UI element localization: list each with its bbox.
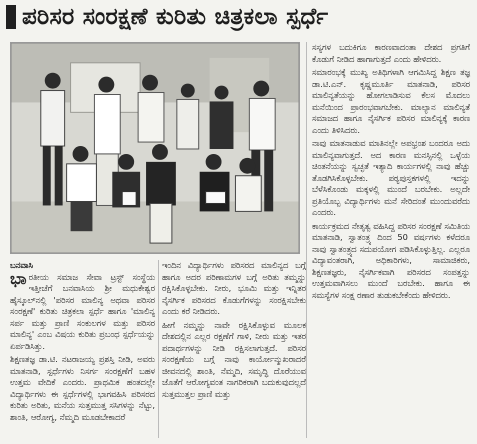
- headline-bar: [6, 5, 16, 29]
- right-column-text: [312, 42, 470, 303]
- right-paragraph: ಸಸ್ಯಗಳ ಬದುಕಿಗೂ ಕಾರಣವಾದಂತಾ ದೇಶದ ಪ್ರಗತಿಗೆ ಕೊಡುಗೆ ನೀಡಿದ ಹಾಗಾಗುತ್ತದೆ ಎಂದು ಹೇಳಿದರು.: [312, 42, 470, 64]
- right-paragraph: ಕಾರ್ಯಕ್ರಮದ ನೇತೃತ್ವ ವಹಿಸಿದ್ದ ಪರಿಸರ ಸಂರಕ್ಷಣೆ ಸಮಿತಿಯ ಮಾತನಾಡಿ, ಸ್ವಾತಂತ್ರ್ಯ ದಿಂದ 50 ವರ್ಷಗಳು ಕಳೆದರೂ ನಾವು ಸ್ವಾತಂತ್ರ್ಯದ ಸದುಪಯೋಗ ಪಡಿಸಿಕೊಳ್ಳುತ್ತಿಲ್ಲ. ಎಲ್ಲರೂ ವಿದ್ಯಾವಂತರಾಗಿ, ಅಧಿಕಾರಿಗಳು, ಸಾಮಾಜಿಕರು, ಶಿಕ್ಷಣತಜ್ಞರು, ನೈಸರ್ಗಿಕವಾಗಿ ಪರಿಸರದ ಸಂಪತ್ತನ್ನು ಉತ್ತಮವಾಗಿಸಲು ಮುಂದೆ ಬರಬೇಕು. ಹಾಗೂ ಈ ಸಮಸ್ಯೆಗಳ ಸಂಕ್ಷ ರಣಾರ ತುಡುಕಬೇಕೆಂದು ಹೇಳಿದರು.: [312, 220, 470, 300]
- left-paragraph: ಶಿಕ್ಷಣತಜ್ಞ ಡಾ.ಟಿ. ನಟರಾಜಯ್ಯ ಪ್ರಶಸ್ತಿ ನೀಡಿ, ಅವರು ಮಾತನಾಡಿ, ಸ್ಪರ್ಧೆಗಳು ನಿಸರ್ಗ ಸಂರಕ್ಷಣೆಗೆ ಬಹಳ ಉತ್ತಮ ವೇದಿಕೆ ಎಂದರು. ಪ್ರಾಥಮಿಕ ಹಂತದಲ್ಲೇ ವಿದ್ಯಾರ್ಥಿಗಳು ಈ ಸ್ಪರ್ಧೆಗಳಲ್ಲಿ ಭಾಗವಹಿಸಿ ಪರಿಸರದ ಕುರಿತು ಅರಿತು, ಮನೆಯ ಸುತ್ತಮುತ್ತ ಸಸಿಗಳನ್ನು ನೆಟ್ಟು, ಶಾಂತಿ, ಆರೋಗ್ಯ, ನೆಮ್ಮದಿ ಮೂಡಬೇಕಾದರೆ: [10, 354, 155, 422]
- lead-paragraph: [10, 268, 155, 353]
- news-photo: [10, 42, 300, 254]
- mid-paragraph: ಇಂದಿನ ವಿದ್ಯಾರ್ಥಿಗಳು ಪರಿಸರದ ಮಾಲಿನ್ಯದ ಬಗ್ಗೆ ಹಾಗೂ ಅದರ ಪರಿಣಾಮಗಳ ಬಗ್ಗೆ ಅರಿತು ತಮ್ಮನ್ನು ರಕ್ಷಿಸಿಕೊಳ್ಳಬೇಕು. ನೀರು, ಭೂಮಿ ಮತ್ತು ಇನ್ನಿತರ ನೈಸರ್ಗಿಕ ಪರಿಸರದ ಕೊಡುಗೆಗಳನ್ನು ಸಂರಕ್ಷಿಸಬೇಕು ಎಂದು ಕರೆ ನೀಡಿದರು.: [162, 260, 306, 316]
- mid-paragraph: ಹೀಗೆ ನಮ್ಮನ್ನು ನಾವೇ ರಕ್ಷಿಸಿಕೊಳ್ಳುವ ಮೂಲಕ ದೇಶದಲ್ಲಿನ ಎಲ್ಲರ ರಕ್ಷಣೆಗೆ ಗಾಳಿ, ನೀರು ಮತ್ತು ಇತರ ಪದಾರ್ಥಗಳನ್ನು ನೀಡಿ ರಕ್ಷಿಸಲಾಗುತ್ತದೆ. ಪರಿಸರ ಸಂರಕ್ಷಣೆಯ ಬಗ್ಗೆ ನಾವು ಕಾರ್ಯೋನ್ಮುಖರಾದರೆ ಜೀವನದಲ್ಲಿ ಶಾಂತಿ, ನೆಮ್ಮದಿ, ಸಮೃದ್ಧಿ ದೊರೆಯುವ ಜೊತೆಗೆ ಆರೋಗ್ಯವಂತ ನಾಗರಿಕರಾಗಿ ಬದುಕುವುದಲ್ಲದೆ ಸುತ್ತಮುತ್ತಲ ಪ್ರಾಣಿ ಮತ್ತು: [162, 319, 306, 399]
- headline-title: ಪರಿಸರ ಸಂರಕ್ಷಣೆ ಕುರಿತು ಚಿತ್ರಕಲಾ ಸ್ಪರ್ಧೆ: [22, 3, 329, 30]
- dateline: ಬನವಾಸಿ: [10, 260, 33, 270]
- column-divider-lower: [158, 260, 159, 438]
- lower-left-column: [10, 260, 155, 425]
- group-photo-image: [11, 43, 299, 253]
- headline-block: [0, 0, 477, 34]
- lead-text: ರತೀಯ ಸಮಾಜ ಸೇವಾ ಟ್ರಸ್ಟ್ ಸಂಸ್ಥೆಯ ಇತ್ತೀಚೆಗೆ ಬನವಾಸಿಯ ಶ್ರೀ ಮಧುಕೇಶ್ವರ ಹೈಸ್ಕೂಲ್‌ನಲ್ಲಿ 'ಪರಿಸರ ಮಾಲಿನ್ಯ ಅಥವಾ ಪರಿಸರ ಸಂರಕ್ಷಣೆ' ಕುರಿತು ಚಿತ್ರಕಲಾ ಸ್ಪರ್ಧೆ ಹಾಗೂ 'ಮಾಲಿನ್ಯ ಸರ್ಪ ಮತ್ತು ಪ್ರಾಣಿ ಸಂಕುಲಗಳ ಮತ್ತು ಪರಿಸರ ಮಾಲಿನ್ಯ' ಎಂಬ ವಿಷಯ ಕುರಿತು ಪ್ರಬಂಧ ಸ್ಪರ್ಧೆಯನ್ನು ಏರ್ಪಡಿಸಿತ್ತು.: [10, 271, 155, 351]
- lower-middle-column: [162, 260, 306, 402]
- right-paragraph: ಸಮಾರಂಭಕ್ಕೆ ಮುಖ್ಯ ಅತಿಥಿಗಳಾಗಿ ಆಗಮಿಸಿದ್ದ ಶಿಕ್ಷಣ ತಜ್ಞ ಡಾ.ಟಿ.ಎನ್. ಕೃಷ್ಣಮೂರ್ತಿ ಮಾತನಾಡಿ, ಪರಿಸರ ಮಾಲಿನ್ಯತೆಯನ್ನು ಹೋಗಲಾಡಿಸುವ ಕೆಲಸ ಮೊದಲು ಮನೆಯಿಂದ ಪ್ರಾರಂಭವಾಗಬೇಕು. ಮಾಲ್ಯಾನ ಮಾಲಿನ್ಯತೆ ಸಮಾಜದ ಹಾಗೂ ನೈಸರ್ಗಿಕ ಪರಿಸರ ಮಾಲಿನ್ಯಕ್ಕೆ ಕಾರಣ ಎಂದು ತಿಳಿಸಿದರು.: [312, 67, 470, 135]
- column-divider: [306, 42, 307, 438]
- drop-cap: ಭಾ: [10, 268, 27, 288]
- right-paragraph: ನಾವು ಮಾತನಾಡುವ ಮಾತಿನಲ್ಲೇ ಅಪಭ್ರಂಶ ಬಂದರೂ ಅದು ಮಾಲಿನ್ಯವಾಗುತ್ತದೆ. ಅದ ಕಾರಣ ಮನಸ್ಸಿನಲ್ಲಿ ಒಳ್ಳೆಯ ಚಿಂತನೆಯನ್ನು ಸ್ವಚ್ಛತೆ ಇತ್ಯಾದಿ ಕಾರ್ಯಗಳಲ್ಲಿ ನಾವು ಹೆಚ್ಚು ತೊಡಗಿಸಿಕೊಳ್ಳಬೇಕು. ಪಠ್ಯಪುಸ್ತಕಗಳಲ್ಲಿ ಇದನ್ನು ಬೆಳೆಸಿಕೊಂಡು ಮಕ್ಕಳಲ್ಲಿ ಮುಂದೆ ಬರಬೇಕು. ಅಲ್ಲದೇ ಪ್ರತಿಯೊಬ್ಬ ವಿದ್ಯಾರ್ಥಿಗಳು ಮನೆ ಸೇರಿದಂತೆ ಮುಂದುವರೆದು ಎಂದರು.: [312, 138, 470, 217]
